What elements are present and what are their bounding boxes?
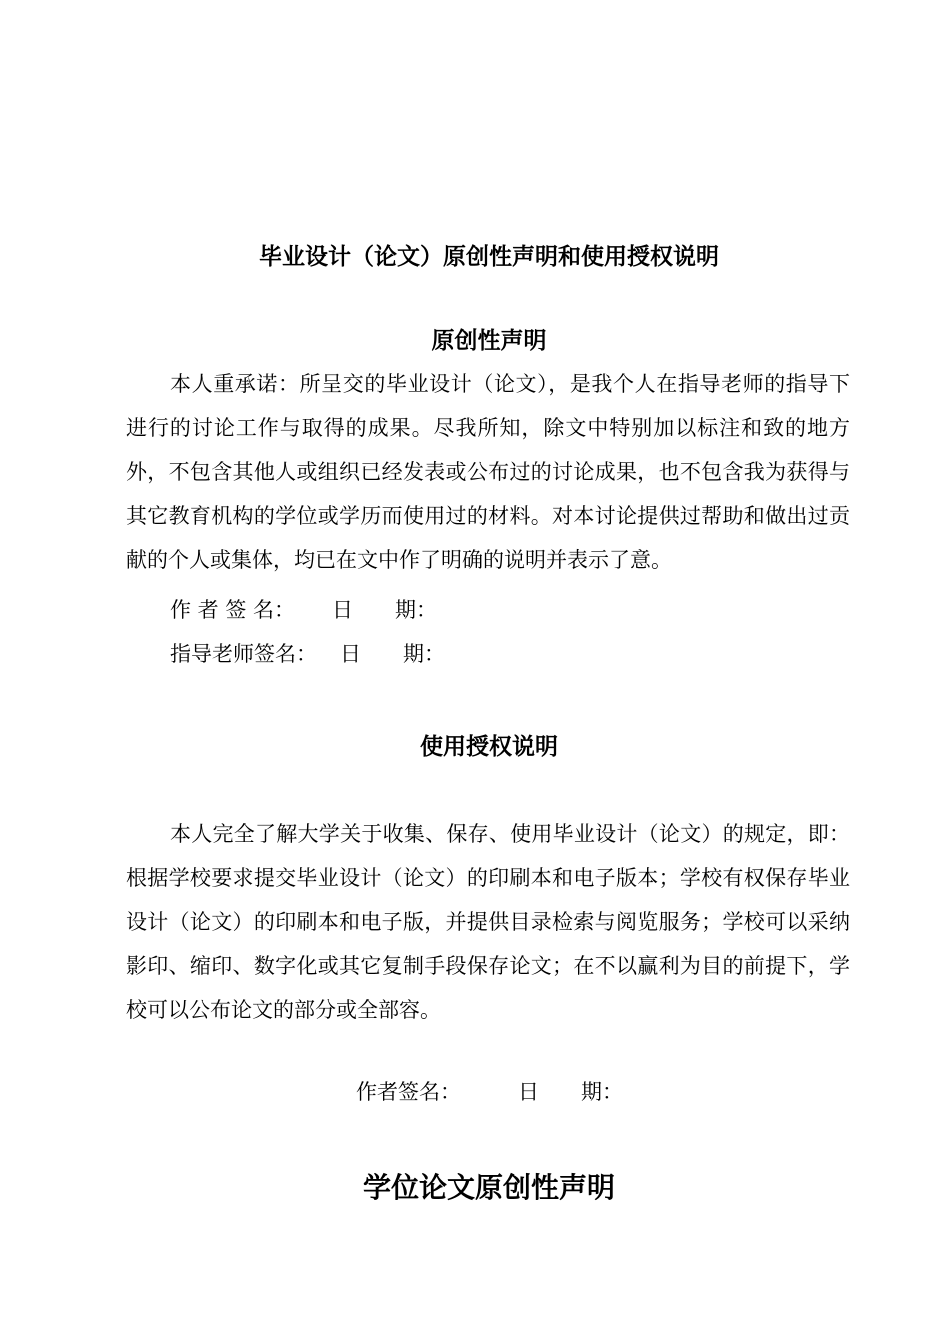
originality-heading: 原创性声明 (431, 328, 547, 354)
document-title: 毕业设计（论文）原创性声明和使用授权说明 (259, 244, 719, 270)
advisor-date-label: 日 期： (340, 642, 445, 666)
author-date-label: 日 期： (332, 598, 437, 622)
authorization-date-label: 日 期： (518, 1080, 623, 1104)
author-signature-label: 作 者 签 名： (170, 598, 296, 622)
advisor-signature-label: 指导老师签名： (170, 642, 317, 666)
authorization-text: 本人完全了解大学关于收集、保存、使用毕业设计（论文）的规定，即：根据学校要求提交毕业设计（论文）的印刷本和电子版本；学校有权保存毕业设计（论文）的印刷本和电子版，并提供目录检索与阅览服务；学校可以采纳影印、缩印、数字化或其它复制手段保存论文；在不以赢利为目的前提下，学校可以公布论文的部分或全部容。 (126, 822, 850, 1022)
originality-paragraph (126, 362, 850, 582)
authorization-signature-label: 作者签名： (356, 1080, 461, 1104)
thesis-originality-heading: 学位论文原创性声明 (362, 1171, 615, 1204)
authorization-paragraph (126, 812, 850, 1032)
authorization-heading: 使用授权说明 (420, 734, 558, 760)
originality-text: 本人重承诺：所呈交的毕业设计（论文），是我个人在指导老师的指导下进行的讨论工作与取得的成果。尽我所知，除文中特别加以标注和致的地方外，不包含其他人或组织已经发表或公布过的讨论成果，也不包含我为获得与其它教育机构的学位或学历而使用过的材料。对本讨论提供过帮助和做出过贡献的个人或集体，均已在文中作了明确的说明并表示了意。 (126, 372, 850, 572)
